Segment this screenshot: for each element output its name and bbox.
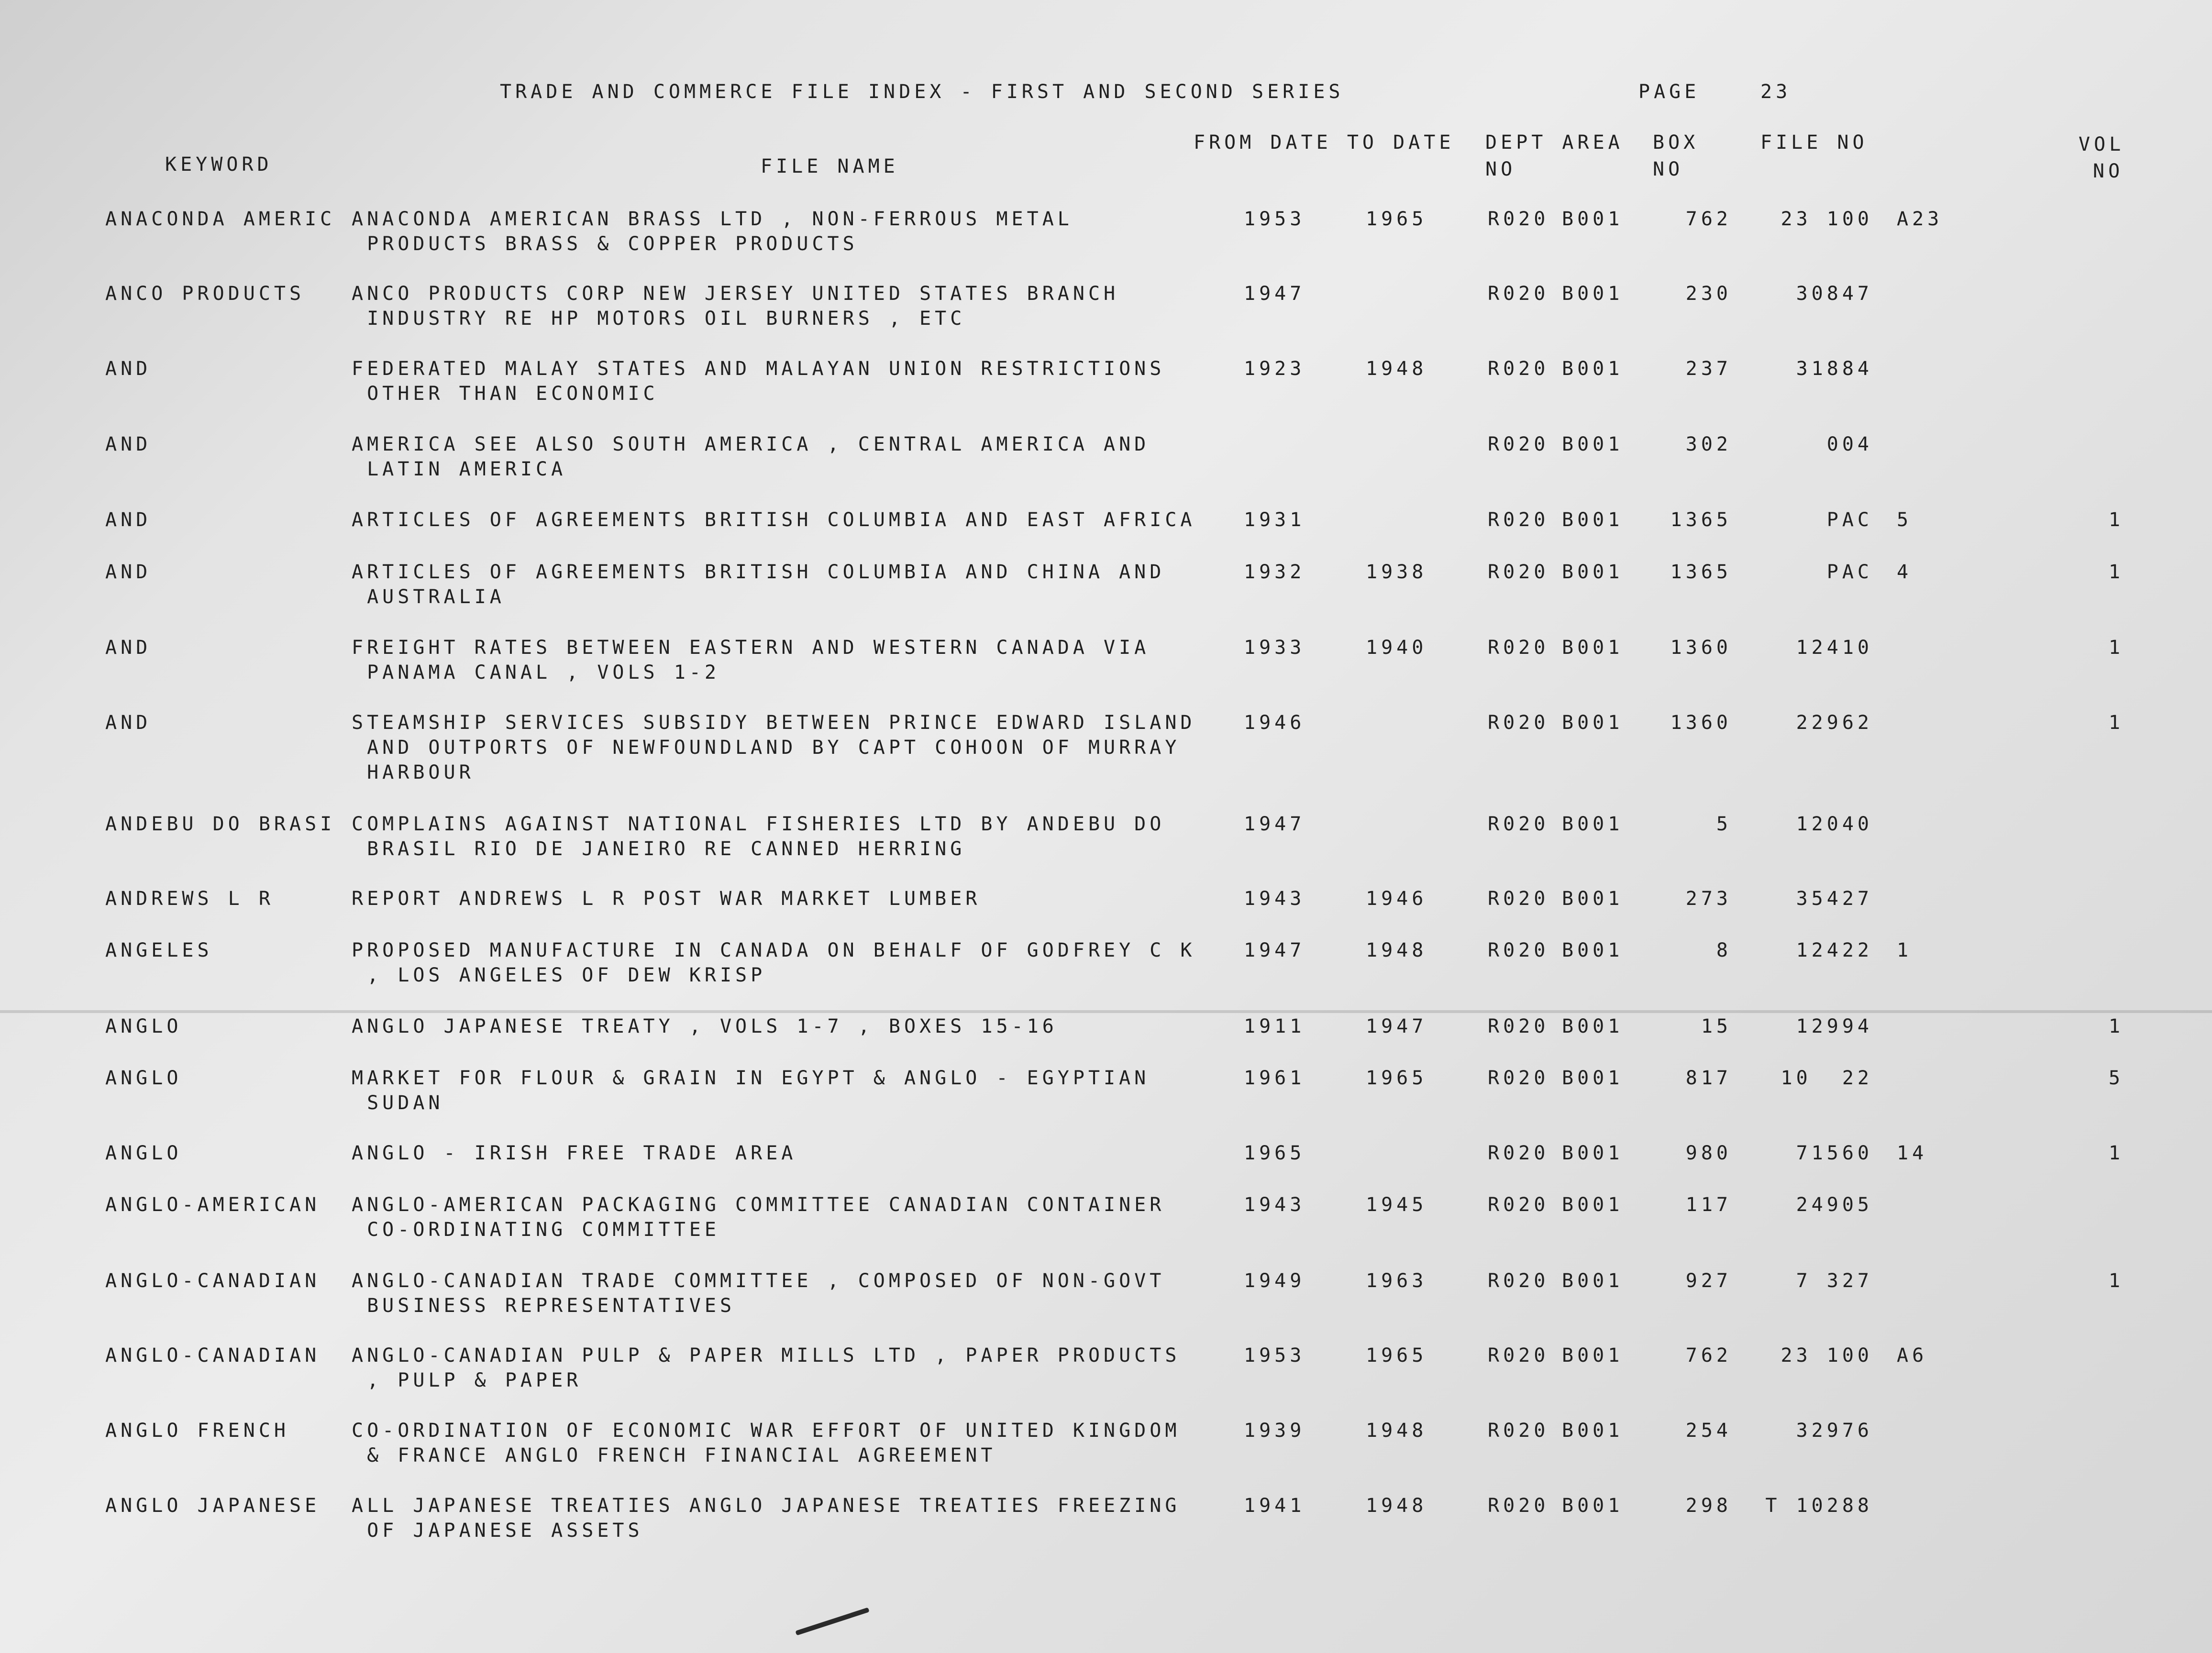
to-date-cell: 1938: [1366, 561, 1427, 583]
area-cell: B001: [1562, 939, 1624, 961]
vol-no-cell: 5: [2108, 1067, 2124, 1089]
file-no-cell: 12040: [1796, 813, 1873, 835]
dept-cell: R020: [1488, 433, 1549, 455]
column-header-box: BOX: [1653, 132, 1699, 154]
file-name-line: CO-ORDINATION OF ECONOMIC WAR EFFORT OF UNITED KINGDOM: [352, 1420, 1181, 1442]
film-scratch-mark: [795, 1608, 869, 1636]
area-cell: B001: [1562, 712, 1624, 734]
file-name-line: OF JAPANESE ASSETS: [352, 1520, 643, 1542]
box-cell: 230: [1685, 283, 1732, 305]
vol-no-cell: 1: [2108, 712, 2124, 734]
vol-no-cell: 1: [2108, 1015, 2124, 1037]
area-cell: B001: [1562, 888, 1624, 910]
area-cell: B001: [1562, 813, 1624, 835]
file-name-line: HARBOUR: [352, 761, 475, 783]
box-cell: 254: [1685, 1420, 1732, 1442]
file-name-line: ARTICLES OF AGREEMENTS BRITISH COLUMBIA AND EAST AFRICA: [352, 509, 1196, 531]
file-no-cell: 23 100: [1781, 208, 1873, 230]
file-name-line: AND OUTPORTS OF NEWFOUNDLAND BY CAPT COHOON OF MURRAY: [352, 737, 1181, 759]
column-header-dept-no: NO: [1485, 158, 1516, 180]
sub-number-cell: A23: [1897, 208, 1943, 230]
file-name-line: FEDERATED MALAY STATES AND MALAYAN UNION RESTRICTIONS: [352, 358, 1165, 380]
keyword-cell: ANGLO JAPANESE: [105, 1495, 321, 1517]
file-no-cell: 12422: [1796, 939, 1873, 961]
file-no-cell: 23 100: [1781, 1344, 1873, 1366]
box-cell: 1365: [1670, 509, 1732, 531]
area-cell: B001: [1562, 358, 1624, 380]
keyword-cell: ANACONDA AMERIC: [105, 208, 336, 230]
area-cell: B001: [1562, 509, 1624, 531]
file-no-cell: 24905: [1796, 1194, 1873, 1216]
sub-number-cell: 4: [1897, 561, 1913, 583]
keyword-cell: AND: [105, 358, 152, 380]
from-date-cell: 1931: [1244, 509, 1305, 531]
dept-cell: R020: [1488, 1142, 1549, 1164]
to-date-cell: 1946: [1366, 888, 1427, 910]
from-date-cell: 1953: [1244, 1344, 1305, 1366]
area-cell: B001: [1562, 1067, 1624, 1089]
to-date-cell: 1948: [1366, 939, 1427, 961]
file-name-line: BRASIL RIO DE JANEIRO RE CANNED HERRING: [352, 838, 966, 860]
area-cell: B001: [1562, 1142, 1624, 1164]
from-date-cell: 1911: [1244, 1015, 1305, 1037]
page-number: 23: [1760, 81, 1792, 103]
file-name-line: ANGLO-AMERICAN PACKAGING COMMITTEE CANADIAN CONTAINER: [352, 1194, 1165, 1216]
to-date-cell: 1945: [1366, 1194, 1427, 1216]
box-cell: 1365: [1670, 561, 1732, 583]
column-header-file-name: FILE NAME: [761, 155, 899, 177]
file-no-cell: 12994: [1796, 1015, 1873, 1037]
column-header-vol-no: NO: [2093, 160, 2124, 182]
box-cell: 5: [1716, 813, 1732, 835]
file-name-line: FREIGHT RATES BETWEEN EASTERN AND WESTERN CANADA VIA: [352, 637, 1150, 659]
from-date-cell: 1947: [1244, 813, 1305, 835]
file-name-line: SUDAN: [352, 1092, 444, 1114]
file-name-line: ANCO PRODUCTS CORP NEW JERSEY UNITED STATES BRANCH: [352, 283, 1119, 305]
file-name-line: AUSTRALIA: [352, 586, 505, 608]
dept-cell: R020: [1488, 1270, 1549, 1292]
file-name-line: ANGLO-CANADIAN TRADE COMMITTEE , COMPOSED OF NON-GOVT: [352, 1270, 1165, 1292]
column-header-keyword: KEYWORD: [165, 154, 273, 176]
to-date-cell: 1965: [1366, 1344, 1427, 1366]
vol-no-cell: 1: [2108, 1270, 2124, 1292]
dept-cell: R020: [1488, 1495, 1549, 1517]
file-name-line: ANGLO - IRISH FREE TRADE AREA: [352, 1142, 797, 1164]
from-date-cell: 1943: [1244, 1194, 1305, 1216]
dept-cell: R020: [1488, 1015, 1549, 1037]
area-cell: B001: [1562, 1270, 1624, 1292]
file-name-line: ANGLO-CANADIAN PULP & PAPER MILLS LTD , PAPER PRODUCTS: [352, 1344, 1181, 1366]
keyword-cell: ANGLO-AMERICAN: [105, 1194, 321, 1216]
file-no-cell: PAC: [1826, 561, 1873, 583]
dept-cell: R020: [1488, 283, 1549, 305]
dept-cell: R020: [1488, 1067, 1549, 1089]
area-cell: B001: [1562, 561, 1624, 583]
file-name-line: PANAMA CANAL , VOLS 1-2: [352, 661, 720, 683]
dept-cell: R020: [1488, 637, 1549, 659]
file-name-line: ANGLO JAPANESE TREATY , VOLS 1-7 , BOXES 15-16: [352, 1015, 1058, 1037]
area-cell: B001: [1562, 1194, 1624, 1216]
film-scan-line: [0, 1010, 2212, 1013]
from-date-cell: 1947: [1244, 283, 1305, 305]
file-name-line: ARTICLES OF AGREEMENTS BRITISH COLUMBIA AND CHINA AND: [352, 561, 1165, 583]
keyword-cell: AND: [105, 433, 152, 455]
box-cell: 1360: [1670, 712, 1732, 734]
dept-cell: R020: [1488, 509, 1549, 531]
to-date-cell: 1965: [1366, 208, 1427, 230]
to-date-cell: 1940: [1366, 637, 1427, 659]
vol-no-cell: 1: [2108, 637, 2124, 659]
file-no-cell: 32976: [1796, 1420, 1873, 1442]
box-cell: 980: [1685, 1142, 1732, 1164]
column-header-box-no: NO: [1653, 158, 1684, 180]
file-name-line: CO-ORDINATING COMMITTEE: [352, 1219, 720, 1241]
file-no-cell: 22962: [1796, 712, 1873, 734]
from-date-cell: 1961: [1244, 1067, 1305, 1089]
sub-number-cell: A6: [1897, 1344, 1928, 1366]
to-date-cell: 1947: [1366, 1015, 1427, 1037]
to-date-cell: 1948: [1366, 1495, 1427, 1517]
area-cell: B001: [1562, 1015, 1624, 1037]
file-name-line: AMERICA SEE ALSO SOUTH AMERICA , CENTRAL AMERICA AND: [352, 433, 1150, 455]
file-name-line: ALL JAPANESE TREATIES ANGLO JAPANESE TREATIES FREEZING: [352, 1495, 1181, 1517]
file-name-line: MARKET FOR FLOUR & GRAIN IN EGYPT & ANGLO - EGYPTIAN: [352, 1067, 1150, 1089]
file-no-cell: 71560: [1796, 1142, 1873, 1164]
file-no-cell: 35427: [1796, 888, 1873, 910]
dept-cell: R020: [1488, 888, 1549, 910]
file-no-cell: 12410: [1796, 637, 1873, 659]
column-header-vol: VOL: [2079, 133, 2125, 155]
area-cell: B001: [1562, 1495, 1624, 1517]
area-cell: B001: [1562, 1420, 1624, 1442]
dept-cell: R020: [1488, 813, 1549, 835]
box-cell: 1360: [1670, 637, 1732, 659]
keyword-cell: ANGLO: [105, 1142, 182, 1164]
keyword-cell: ANGLO FRENCH: [105, 1420, 289, 1442]
box-cell: 927: [1685, 1270, 1732, 1292]
from-date-cell: 1932: [1244, 561, 1305, 583]
file-no-cell: 31884: [1796, 358, 1873, 380]
file-no-cell: PAC: [1826, 509, 1873, 531]
file-no-cell: 7 327: [1796, 1270, 1873, 1292]
keyword-cell: ANCO PRODUCTS: [105, 283, 305, 305]
dept-cell: R020: [1488, 1344, 1549, 1366]
from-date-cell: 1939: [1244, 1420, 1305, 1442]
keyword-cell: AND: [105, 637, 152, 659]
keyword-cell: ANGLO-CANADIAN: [105, 1344, 321, 1366]
file-name-line: OTHER THAN ECONOMIC: [352, 383, 659, 405]
from-date-cell: 1933: [1244, 637, 1305, 659]
keyword-cell: ANGLO: [105, 1015, 182, 1037]
area-cell: B001: [1562, 637, 1624, 659]
keyword-cell: ANGELES: [105, 939, 213, 961]
box-cell: 8: [1716, 939, 1732, 961]
from-date-cell: 1943: [1244, 888, 1305, 910]
keyword-cell: ANDREWS L R: [105, 888, 274, 910]
dept-cell: R020: [1488, 358, 1549, 380]
dept-cell: R020: [1488, 1420, 1549, 1442]
column-header-file-no: FILE NO: [1760, 132, 1868, 154]
file-name-line: REPORT ANDREWS L R POST WAR MARKET LUMBER: [352, 888, 981, 910]
file-name-line: LATIN AMERICA: [352, 458, 567, 480]
dept-cell: R020: [1488, 1194, 1549, 1216]
box-cell: 302: [1685, 433, 1732, 455]
box-cell: 762: [1685, 1344, 1732, 1366]
keyword-cell: ANGLO-CANADIAN: [105, 1270, 321, 1292]
box-cell: 273: [1685, 888, 1732, 910]
file-name-line: INDUSTRY RE HP MOTORS OIL BURNERS , ETC: [352, 308, 966, 330]
box-cell: 15: [1701, 1015, 1732, 1037]
page-label: PAGE: [1638, 81, 1700, 103]
from-date-cell: 1947: [1244, 939, 1305, 961]
file-no-cell: 30847: [1796, 283, 1873, 305]
page-title: TRADE AND COMMERCE FILE INDEX - FIRST AND SECOND SERIES: [500, 81, 1344, 103]
file-name-line: , LOS ANGELES OF DEW KRISP: [352, 964, 766, 986]
file-name-line: & FRANCE ANGLO FRENCH FINANCIAL AGREEMENT: [352, 1444, 996, 1466]
keyword-cell: ANGLO: [105, 1067, 182, 1089]
dept-cell: R020: [1488, 939, 1549, 961]
dept-cell: R020: [1488, 561, 1549, 583]
area-cell: B001: [1562, 1344, 1624, 1366]
file-name-line: BUSINESS REPRESENTATIVES: [352, 1295, 736, 1317]
to-date-cell: 1948: [1366, 1420, 1427, 1442]
keyword-cell: ANDEBU DO BRASI: [105, 813, 336, 835]
area-cell: B001: [1562, 433, 1624, 455]
sub-number-cell: 5: [1897, 509, 1913, 531]
keyword-cell: AND: [105, 712, 152, 734]
sub-number-cell: 1: [1897, 939, 1913, 961]
vol-no-cell: 1: [2108, 1142, 2124, 1164]
file-name-line: COMPLAINS AGAINST NATIONAL FISHERIES LTD BY ANDEBU DO: [352, 813, 1165, 835]
from-date-cell: 1946: [1244, 712, 1305, 734]
from-date-cell: 1949: [1244, 1270, 1305, 1292]
box-cell: 817: [1685, 1067, 1732, 1089]
to-date-cell: 1963: [1366, 1270, 1427, 1292]
file-no-cell: T 10288: [1765, 1495, 1873, 1517]
from-date-cell: 1953: [1244, 208, 1305, 230]
box-cell: 298: [1685, 1495, 1732, 1517]
column-header-dept-area: DEPT AREA: [1485, 132, 1624, 154]
column-header-from-to-date: FROM DATE TO DATE: [1194, 132, 1455, 154]
box-cell: 762: [1685, 208, 1732, 230]
file-no-cell: 10 22: [1781, 1067, 1873, 1089]
box-cell: 237: [1685, 358, 1732, 380]
area-cell: B001: [1562, 208, 1624, 230]
from-date-cell: 1923: [1244, 358, 1305, 380]
from-date-cell: 1965: [1244, 1142, 1305, 1164]
file-name-line: STEAMSHIP SERVICES SUBSIDY BETWEEN PRINCE EDWARD ISLAND: [352, 712, 1196, 734]
keyword-cell: AND: [105, 561, 152, 583]
vol-no-cell: 1: [2108, 561, 2124, 583]
to-date-cell: 1965: [1366, 1067, 1427, 1089]
dept-cell: R020: [1488, 712, 1549, 734]
from-date-cell: 1941: [1244, 1495, 1305, 1517]
sub-number-cell: 14: [1897, 1142, 1928, 1164]
file-name-line: PROPOSED MANUFACTURE IN CANADA ON BEHALF OF GODFREY C K: [352, 939, 1196, 961]
to-date-cell: 1948: [1366, 358, 1427, 380]
keyword-cell: AND: [105, 509, 152, 531]
file-no-cell: 004: [1826, 433, 1873, 455]
file-name-line: ANACONDA AMERICAN BRASS LTD , NON-FERROUS METAL: [352, 208, 1073, 230]
vol-no-cell: 1: [2108, 509, 2124, 531]
dept-cell: R020: [1488, 208, 1549, 230]
area-cell: B001: [1562, 283, 1624, 305]
file-name-line: PRODUCTS BRASS & COPPER PRODUCTS: [352, 233, 858, 255]
box-cell: 117: [1685, 1194, 1732, 1216]
file-name-line: , PULP & PAPER: [352, 1369, 582, 1391]
